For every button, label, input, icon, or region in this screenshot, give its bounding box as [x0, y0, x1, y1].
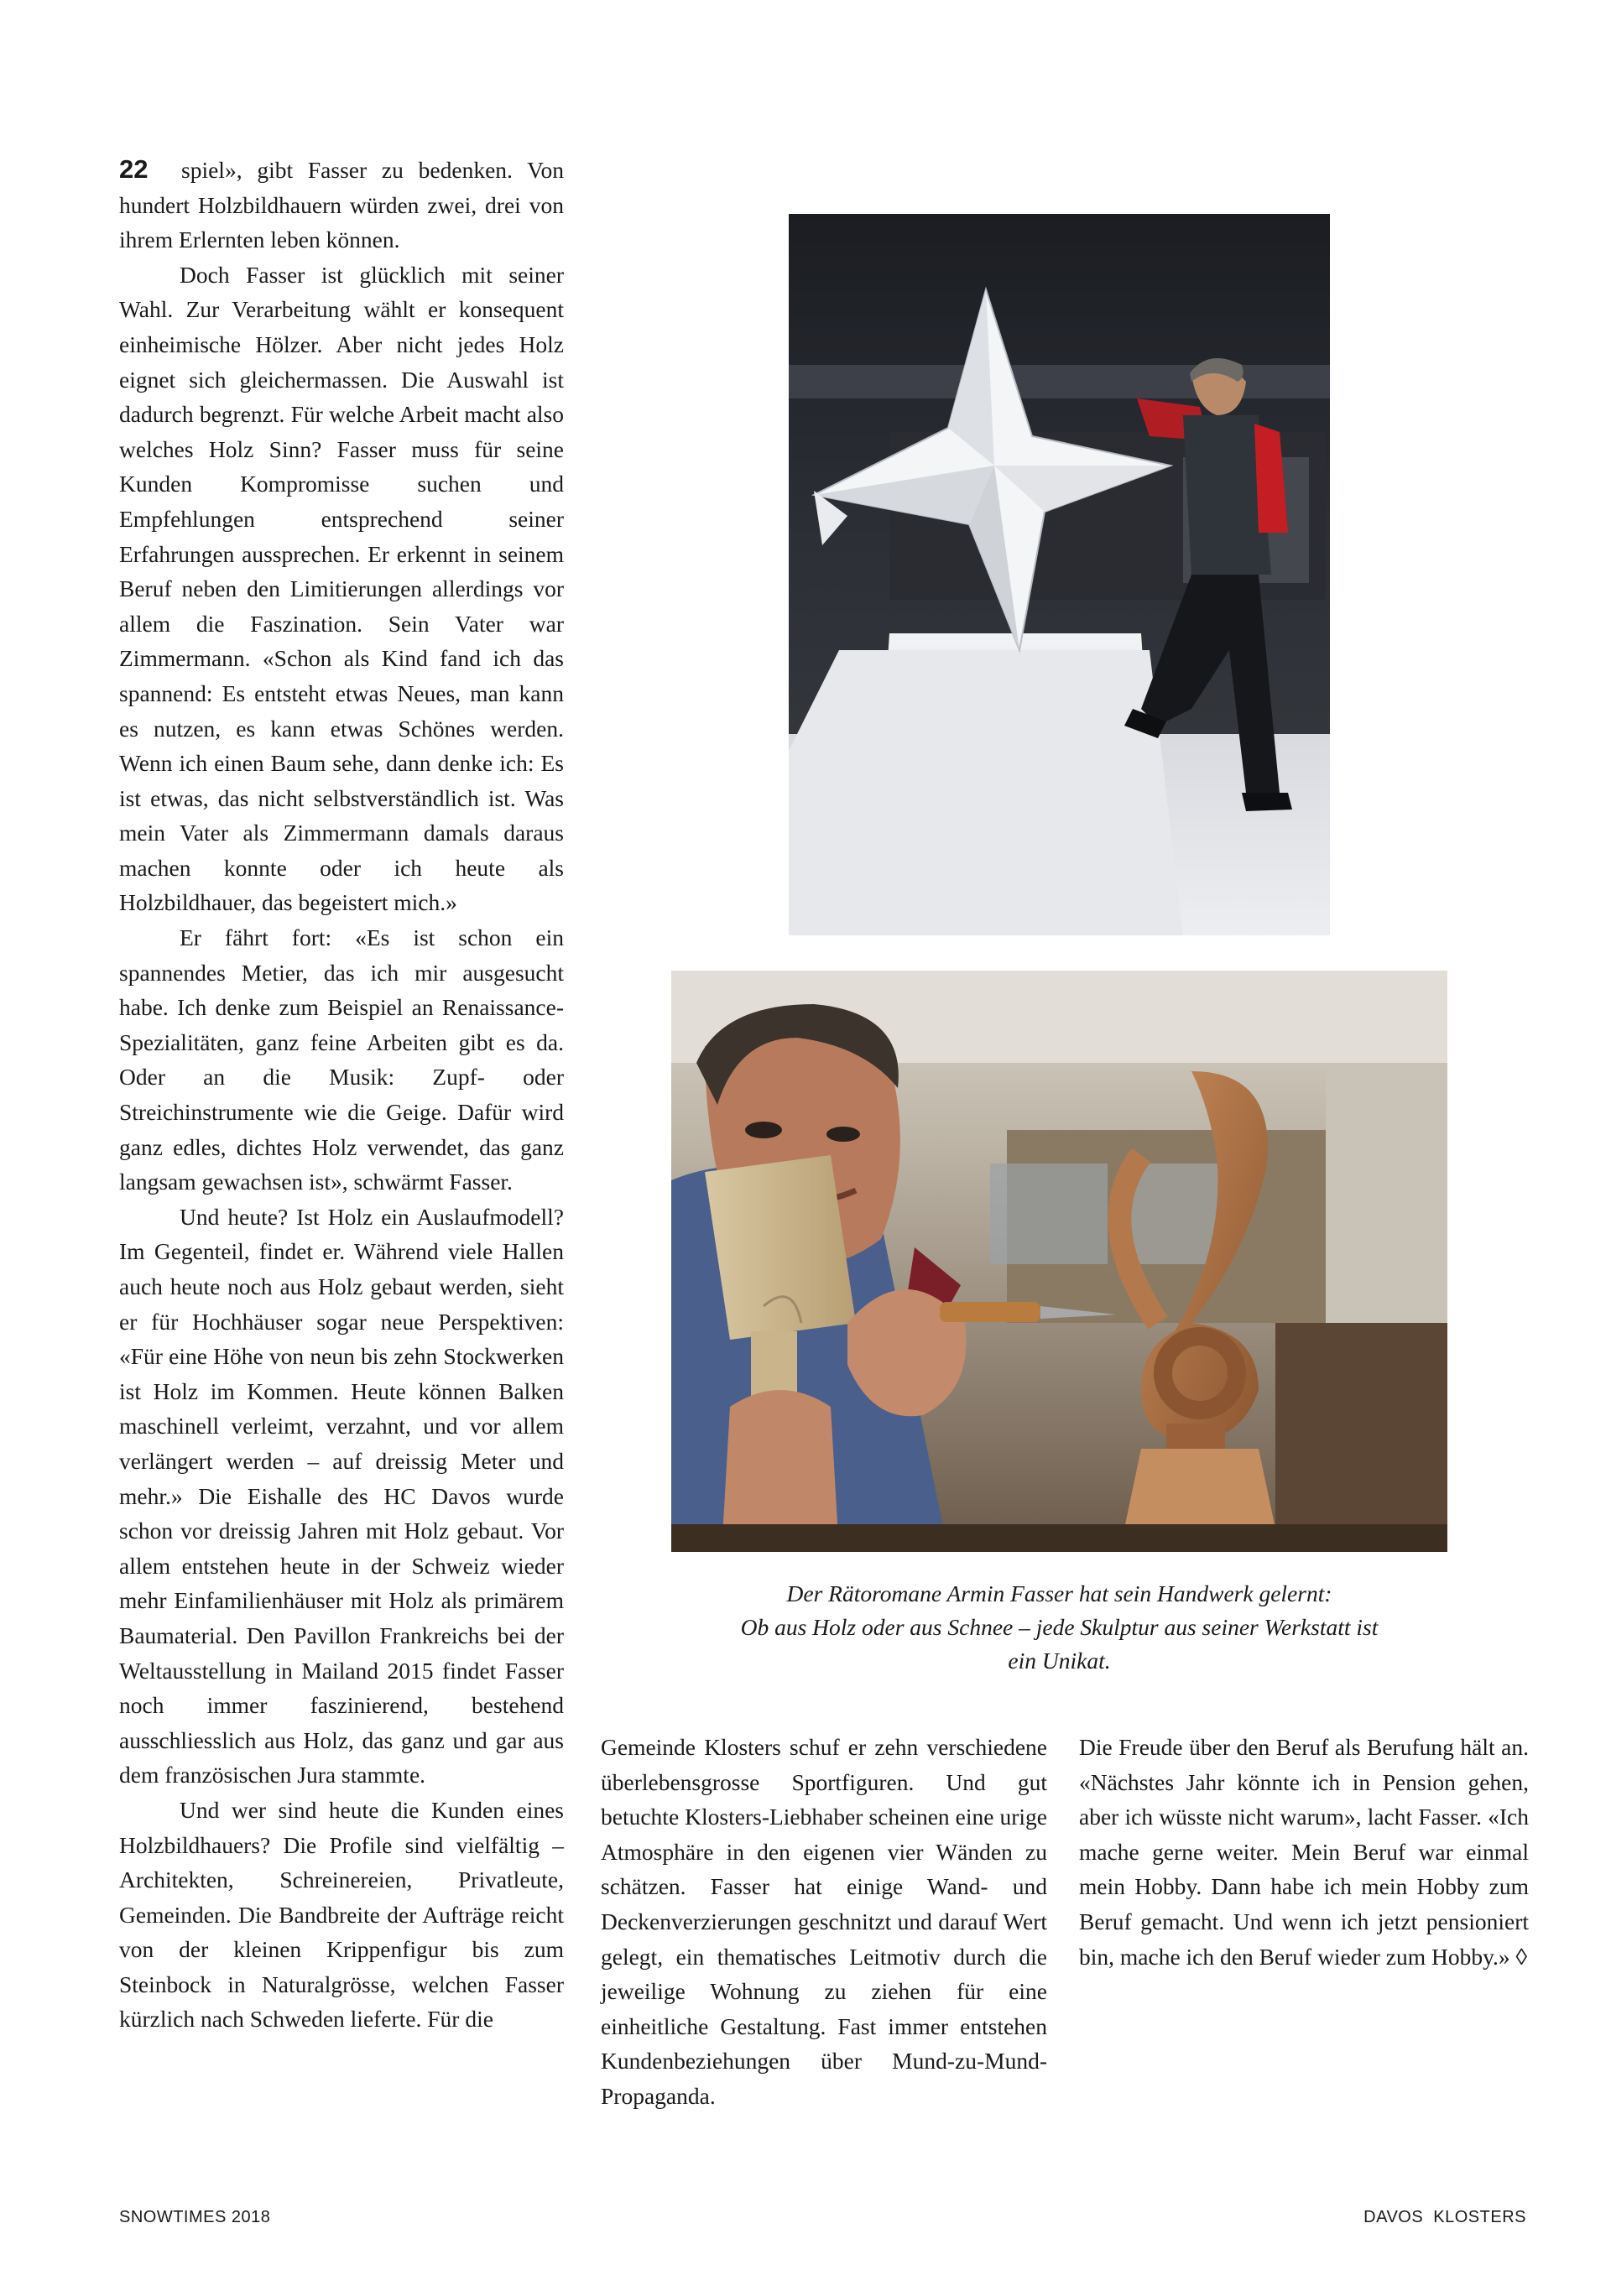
- paragraph: Und heute? Ist Holz ein Auslaufmodell? Im Gegenteil, findet er. Während viele Hallen auch heute noch aus Holz gebaut werden, sieht er für Hochhäuser sogar neue Perspektiven: «Für eine Höhe von neun bis zehn Stockwerken ist Holz im Kommen. Heute können Balken maschinell verleimt, verzahnt, und vor allem verlängert werden – auf dreissig Meter und mehr.» Die Eishalle des HC Davos wurde schon vor dreissig Jahren mit Holz gebaut. Vor allem entstehen heute in der Schweiz wieder mehr Einfamilienhäuser mit Holz als primärem Baumaterial. Den Pavillon Frankreichs bei der Weltausstellung in Mailand 2015 findet Fasser noch immer faszinierend, bestehend ausschliesslich aus Holz, das ganz und gar aus dem französischen Jura stammte.: [119, 1203, 564, 1788]
- caption-line: Der Rätoromane Armin Fasser hat sein Handwerk gelernt:: [786, 1580, 1332, 1606]
- paragraph: spiel», gibt Fasser zu bedenken. Von hundert Holzbildhauern würden zwei, drei von ihrem Erlernten leben können.: [119, 157, 564, 253]
- footer-publication: SNOWTIMES 2018: [119, 2208, 271, 2226]
- paragraph: Die Freude über den Beruf als Berufung hält an. «Nächstes Jahr könnte ich in Pension gehen, aber ich wüsste nicht warum», lacht Fasser. «Ich mache gerne weiter. Mein Beruf war einmal mein Hobby. Dann habe ich mein Hobby zum Beruf gemacht. Und wenn ich jetzt pensioniert bin, mache ich den Beruf wieder zum Hobby.» ◊: [1079, 1734, 1529, 1970]
- paragraph: Und wer sind heute die Kunden eines Holzbildhauers? Die Profile sind vielfältig – Architekten, Schreinereien, Privatleute, Gemeinden. Die Bandbreite der Aufträge reicht von der kleinen Krippenfigur bis zum Steinbock in Naturalgrösse, welchen Fasser kürzlich nach Schweden lieferte. Für die: [119, 1796, 564, 2033]
- paragraph: Gemeinde Klosters schuf er zehn verschiedene überlebensgrosse Sportfiguren. Und gut betuchte Klosters-Liebhaber scheinen eine urige Atmosphäre in den eigenen vier Wänden zu schätzen. Fasser hat einige Wand- und Deckenverzierungen geschnitzt und darauf Wert gelegt, ein thematisches Leitmotiv durch die jeweilige Wohnung zu ziehen für eine einheitliche Gestaltung. Fast immer entstehen Kundenbeziehungen über Mund-zu-Mund-Propaganda.: [601, 1734, 1047, 2109]
- paragraph: Er fährt fort: «Es ist schon ein spannendes Metier, das ich mir ausgesucht habe. Ich denke zum Beispiel an Renaissance-Spezialitäten, ganz feine Arbeiten gibt es da. Oder an die Musik: Zupf- oder Streichinstrumente wie die Geige. Dafür wird ganz edles, dichtes Holz verwendet, das ganz langsam gewachsen ist», schwärmt Fasser.: [119, 924, 564, 1195]
- left-text-column: [119, 153, 564, 2037]
- caption-line: Ob aus Holz oder aus Schnee – jede Skulptur aus seiner Werkstatt ist: [740, 1614, 1379, 1640]
- wood-carver-photo: [671, 971, 1447, 1552]
- snow-sculpture-photo: [789, 214, 1330, 935]
- footer-section: DAVOS KLOSTERS: [1363, 2208, 1526, 2226]
- photo-caption: [663, 1577, 1456, 1678]
- page-number: 22: [119, 154, 149, 184]
- right-text-column: [1079, 1730, 1529, 1974]
- paragraph: Doch Fasser ist glücklich mit seiner Wahl. Zur Verarbeitung wählt er konsequent einheimische Hölzer. Aber nicht jedes Holz eignet sich gleichermassen. Die Auswahl ist dadurch begrenzt. Für welche Arbeit macht also welches Holz Sinn? Fasser muss für seine Kunden Kompromisse suchen und Empfehlungen entsprechend seiner Erfahrungen aussprechen. Er erkennt in seinem Beruf neben den Limitierungen allerdings vor allem die Faszination. Sein Vater war Zimmermann. «Schon als Kind fand ich das spannend: Es entsteht etwas Neues, man kann es nutzen, es kann etwas Schönes werden. Wenn ich einen Baum sehe, dann denke ich: Es ist etwas, das nicht selbstverständlich ist. Was mein Vater als Zimmermann damals daraus machen konnte oder ich heute als Holzbildhauer, das begeistert mich.»: [119, 261, 564, 916]
- middle-text-column: [601, 1730, 1047, 2114]
- caption-line: ein Unikat.: [1008, 1648, 1111, 1674]
